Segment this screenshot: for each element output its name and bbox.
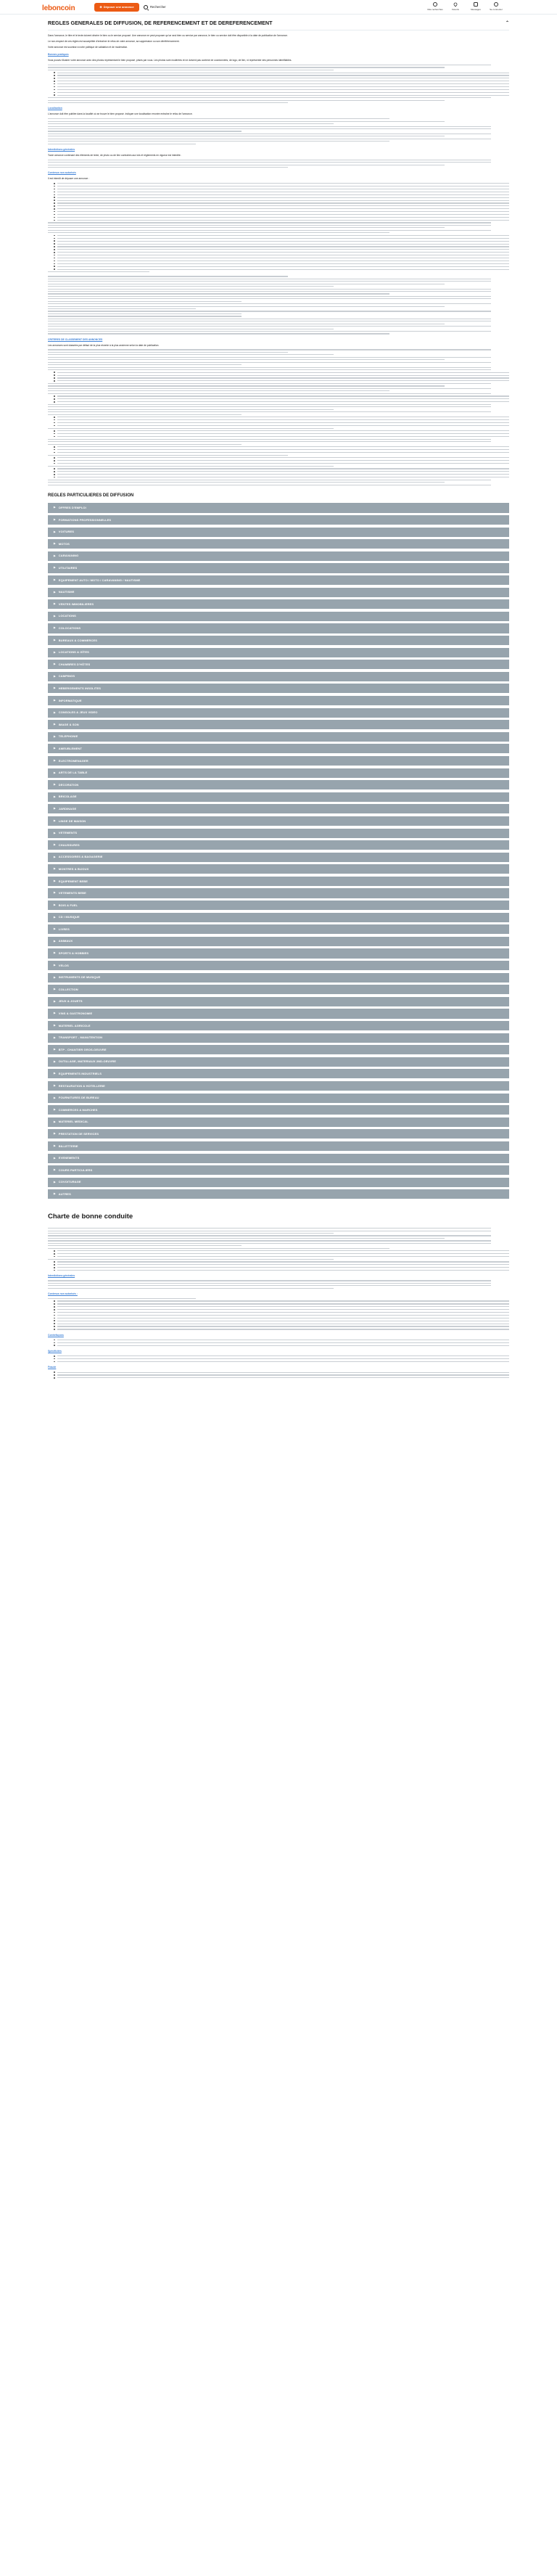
chevron-right-icon: ▶ (54, 951, 56, 955)
accordion-item[interactable] (48, 612, 509, 621)
chevron-right-icon: ▶ (54, 975, 56, 979)
text-block (48, 160, 509, 168)
accordion-item-label: EQUIPEMENTS INDUSTRIELS (58, 1072, 102, 1076)
chevron-right-icon: ▶ (54, 867, 56, 871)
chevron-right-icon: ▶ (54, 1012, 56, 1015)
accordion-item[interactable] (48, 1178, 509, 1187)
accordion-item[interactable] (48, 948, 509, 958)
accordion-item[interactable] (48, 1069, 509, 1078)
charte-heading-counterfeit: Contrefaçons (48, 1333, 64, 1337)
accordion-item-label: EVENEMENTS (58, 1156, 80, 1160)
accordion-item-label: MATERIEL AGRICOLE (58, 1023, 91, 1027)
chevron-right-icon: ▶ (54, 1035, 56, 1039)
main-content (48, 20, 509, 1382)
plus-icon: ⊕ (99, 5, 102, 9)
accordion-item[interactable] (48, 684, 509, 693)
accordion-item-label: LOCATIONS (58, 614, 76, 618)
accordion-item-label: DECORATION (58, 782, 79, 787)
section-text: Vous pouvez illustrer votre annonce avec des photos représentant le bien proposé, prises par vous. Les photos sont modérées et ne doivent pas contenir de coordonnées, de logo, de lien, ni représenter des personnes identifiables. (48, 59, 292, 62)
accordion-item-label: OFFRES D'EMPLOI (58, 506, 86, 510)
text-block (48, 349, 509, 485)
chevron-right-icon: ▶ (54, 1192, 56, 1196)
section-heading-general: Interdictions générales (48, 147, 75, 151)
section-heading-localisation: Localisation (48, 107, 62, 110)
chevron-right-icon: ▶ (54, 542, 56, 546)
accordion-item-label: UTILITAIRES (58, 566, 78, 570)
chevron-right-icon: ▶ (54, 663, 56, 666)
accordion-item-label: BOIS & FUEL (58, 903, 78, 907)
nav-label: Se connecter (490, 8, 503, 11)
deposit-ad-label: Déposer une annonce (103, 5, 134, 9)
accordion-item[interactable] (48, 888, 509, 898)
accordion-item-label: ELECTROMENAGER (58, 758, 88, 763)
accordion-item[interactable] (48, 1057, 509, 1067)
charte-heading-fraud: Fraude (48, 1366, 57, 1369)
accordion-item[interactable] (48, 1117, 509, 1127)
accordion-item-label: MATERIEL MEDICAL (58, 1120, 88, 1124)
accordion-item[interactable] (48, 768, 509, 778)
accordion-item-label: CHAMBRES D'HÔTES (58, 662, 91, 666)
nav-label: Favoris (452, 8, 459, 11)
accordion-item-label: COLLECTION (58, 987, 78, 991)
chevron-right-icon: ▶ (54, 915, 56, 919)
chevron-right-icon: ▶ (54, 1024, 56, 1027)
accordion-item[interactable] (48, 924, 509, 934)
accordion-item[interactable] (48, 792, 509, 802)
chevron-right-icon: ▶ (54, 686, 56, 690)
chevron-right-icon: ▶ (54, 626, 56, 630)
chevron-right-icon: ▶ (54, 879, 56, 882)
accordion-item[interactable] (48, 829, 509, 838)
text-block (48, 65, 509, 103)
accordion-item-label: EQUIPEMENT AUTO / MOTO / CARAVANING / NAUTISME (58, 578, 141, 582)
chevron-right-icon: ▶ (54, 1096, 56, 1099)
accordion-item-label: VENTES IMMOBILIERES (58, 602, 94, 606)
chevron-right-icon: ▶ (54, 578, 56, 582)
top-header (0, 0, 557, 15)
text-block (48, 183, 509, 272)
accordion-item[interactable] (48, 732, 509, 742)
accordion-item[interactable] (48, 575, 509, 585)
accordion-item[interactable] (48, 1033, 509, 1043)
accordion-item[interactable] (48, 1105, 509, 1115)
accordion-item[interactable] (48, 708, 509, 718)
accordion-item[interactable] (48, 648, 509, 657)
chevron-right-icon: ▶ (54, 554, 56, 557)
chevron-right-icon: ▶ (54, 819, 56, 822)
accordion-item[interactable] (48, 623, 509, 633)
text-block (48, 1280, 509, 1288)
accordion-item[interactable] (48, 840, 509, 850)
accordion-item[interactable] (48, 660, 509, 669)
chevron-right-icon: ▶ (54, 891, 56, 895)
chevron-right-icon: ▶ (54, 698, 56, 702)
nav-label: Messages (471, 8, 481, 11)
accordion-item-label: VINS & GASTRONOMIE (58, 1012, 93, 1016)
accordion-item-label: BUREAUX & COMMERCES (58, 638, 98, 642)
accordion-item[interactable] (48, 515, 509, 525)
chevron-right-icon: ▶ (54, 1168, 56, 1172)
charte-heading-content: Contenus non autorisés : (48, 1292, 78, 1295)
accordion-item[interactable] (48, 973, 509, 983)
accordion-item[interactable] (48, 1081, 509, 1091)
accordion-item-label: BILLETTERIE (58, 1144, 78, 1148)
accordion-item[interactable] (48, 961, 509, 970)
chevron-right-icon: ▶ (54, 530, 56, 533)
accordion-item[interactable] (48, 997, 509, 1006)
search-icon (144, 5, 148, 9)
accordion-item[interactable] (48, 780, 509, 789)
accordion-item-label: EQUIPEMENT BEBE (58, 879, 88, 883)
accordion-item-label: INSTRUMENTS DE MUSIQUE (58, 975, 101, 980)
category-accordion (48, 503, 509, 1199)
accordion-item[interactable] (48, 720, 509, 729)
search-label: Rechercher (150, 4, 166, 9)
intro-paragraph: Dans l'annonce, le titre et le texte doivent décrire le bien ou le service proposé. Une annonce ne peut proposer qu'un seul bien ou service par annonce, le bien ou service doit être disponible à la date de publication de l'annonce. (48, 34, 288, 38)
accordion-item-label: CD / MUSIQUE (58, 915, 80, 919)
text-block (48, 276, 509, 334)
accordion-item-label: HEBERGEMENTS INSOLITES (58, 686, 102, 691)
chevron-up-icon[interactable]: ⌃ (505, 20, 509, 25)
accordion-item[interactable] (48, 901, 509, 910)
accordion-item[interactable] (48, 696, 509, 705)
accordion-item-label: LIVRES (58, 927, 70, 931)
chevron-right-icon: ▶ (54, 1108, 56, 1112)
chevron-right-icon: ▶ (54, 999, 56, 1003)
nav-label: Mes recherches (427, 8, 443, 11)
chevron-right-icon: ▶ (54, 1144, 56, 1147)
intro-paragraph: Votre annonce est soumise à notre politique de validation et de modération. (48, 46, 128, 49)
section-heading-photos: Bonnes pratiques (48, 53, 69, 57)
charte-heading-general: Interdictions générales (48, 1274, 75, 1278)
accordion-item[interactable] (48, 816, 509, 826)
nav-favorites[interactable] (445, 2, 466, 11)
text-block (48, 1371, 509, 1378)
accordion-item-label: ANIMAUX (58, 939, 73, 943)
accordion-item-label: VETEMENTS BEBE (58, 891, 86, 895)
chevron-right-icon: ▶ (54, 939, 56, 943)
accordion-item[interactable] (48, 877, 509, 886)
accordion-item-label: MONTRES & BIJOUX (58, 866, 89, 871)
accordion-item-label: COURS PARTICULIERS (58, 1168, 93, 1172)
chevron-right-icon: ▶ (54, 1156, 56, 1160)
accordion-item[interactable] (48, 985, 509, 994)
chevron-right-icon: ▶ (54, 758, 56, 762)
chevron-right-icon: ▶ (54, 807, 56, 811)
chevron-right-icon: ▶ (54, 614, 56, 618)
heart-icon (453, 2, 458, 7)
leboncoin-logo[interactable]: leboncoin (42, 4, 75, 12)
accordion-item[interactable] (48, 563, 509, 573)
accordion-item[interactable] (48, 551, 509, 561)
chevron-right-icon: ▶ (54, 1180, 56, 1184)
chevron-right-icon: ▶ (54, 1072, 56, 1075)
chevron-right-icon: ▶ (54, 1120, 56, 1123)
accordion-item-label: ARTS DE LA TABLE (58, 771, 88, 775)
nav-messages[interactable] (466, 2, 486, 11)
message-icon (474, 2, 478, 7)
accordion-item[interactable] (48, 804, 509, 813)
accordion-item[interactable] (48, 913, 509, 922)
accordion-item[interactable] (48, 528, 509, 537)
chevron-right-icon: ▶ (54, 734, 56, 738)
accordion-item[interactable] (48, 744, 509, 753)
charte-heading-specific: Spécificités (48, 1350, 62, 1353)
accordion-item-label: LINGE DE MAISON (58, 819, 86, 823)
accordion-item-label: ACCESSOIRES & BAGAGERIE (58, 855, 103, 859)
accordion-item[interactable] (48, 1154, 509, 1163)
chevron-right-icon: ▶ (54, 674, 56, 678)
accordion-item[interactable] (48, 937, 509, 946)
section-text: Les annonces sont classées par défaut de la plus récente à la plus ancienne selon la date de publication. (48, 343, 160, 347)
chevron-right-icon: ▶ (54, 783, 56, 787)
accordion-item-label: TRANSPORT - MANUTENTION (58, 1035, 103, 1040)
chevron-right-icon: ▶ (54, 723, 56, 726)
chevron-right-icon: ▶ (54, 1132, 56, 1136)
accordion-item-label: NAUTISME (58, 590, 75, 594)
diffusion-rules-title: REGLES PARTICULIERES DE DIFFUSION (48, 493, 134, 498)
section-heading-content: Contenus non autorisés (48, 171, 76, 175)
accordion-item-label: MOTOS (58, 541, 70, 546)
accordion-item-label: CARAVANING (58, 554, 79, 558)
section-text: L'annonce doit être publiée dans la localité où se trouve le bien proposé. Indiquer une localisation erronée entraîne le refus de l'annonce. (48, 112, 193, 116)
accordion-item[interactable] (48, 599, 509, 609)
accordion-item[interactable] (48, 672, 509, 681)
chevron-right-icon: ▶ (54, 710, 56, 714)
accordion-item[interactable] (48, 1094, 509, 1103)
accordion-item[interactable] (48, 1189, 509, 1199)
chevron-right-icon: ▶ (54, 771, 56, 774)
accordion-item-label: OUTILLAGE, MATERIAUX 2ND-OEUVRE (58, 1059, 117, 1064)
text-block (48, 118, 509, 144)
accordion-item-label: AUTRES (58, 1191, 71, 1196)
accordion-item-label: JEUX & JOUETS (58, 999, 83, 1004)
chevron-right-icon: ▶ (54, 566, 56, 570)
accordion-item-label: TELEPHONIE (58, 734, 78, 739)
accordion-item[interactable] (48, 864, 509, 874)
accordion-item[interactable] (48, 539, 509, 549)
accordion-item-label: LOCATIONS & GÎTES (58, 650, 89, 655)
accordion-item[interactable] (48, 853, 509, 862)
accordion-item-label: BTP - CHANTIER GROS-OEUVRE (58, 1047, 107, 1051)
chevron-right-icon: ▶ (54, 602, 56, 606)
accordion-item[interactable] (48, 756, 509, 766)
accordion-item[interactable] (48, 1009, 509, 1018)
section-text: Il est interdit de déposer une annonce : (48, 177, 90, 181)
chevron-right-icon: ▶ (54, 831, 56, 834)
page-title: REGLES GENERALES DE DIFFUSION, DE REFERENCEMENT ET DE DEREFERENCEMENT (48, 20, 273, 26)
accordion-item[interactable] (48, 503, 509, 512)
nav-login[interactable] (486, 2, 506, 11)
section-heading-ranking: CRITERES DE CLASSEMENT DES ANNONCES (48, 337, 103, 341)
accordion-item[interactable] (48, 1165, 509, 1175)
accordion-item-label: PRESTATION DE SERVICES (58, 1131, 99, 1136)
page-title-row[interactable] (48, 20, 509, 27)
chevron-right-icon: ▶ (54, 855, 56, 858)
chevron-right-icon: ▶ (54, 843, 56, 847)
search-button[interactable] (144, 4, 166, 11)
chevron-right-icon: ▶ (54, 590, 56, 594)
bell-icon (433, 2, 437, 7)
section-text: Toute annonce contenant des éléments de texte, de photo ou de lien contraires aux lois et règlements en vigueur est interdite. (48, 153, 181, 157)
accordion-item-label: VOITURES (58, 530, 75, 534)
accordion-item[interactable] (48, 588, 509, 597)
accordion-item-label: COLOCATIONS (58, 626, 81, 631)
accordion-item-label: CONSOLES & JEUX VIDEO (58, 710, 98, 715)
accordion-item[interactable] (48, 1045, 509, 1054)
accordion-item[interactable] (48, 1021, 509, 1030)
deposit-ad-button[interactable] (94, 3, 139, 12)
accordion-item-label: IMAGE & SON (58, 722, 79, 726)
accordion-item-label: VELOS (58, 963, 69, 967)
chevron-right-icon: ▶ (54, 506, 56, 509)
accordion-item-label: CAMPINGS (58, 674, 75, 678)
accordion-item-label: CHAUSSURES (58, 842, 80, 847)
accordion-item-label: BRICOLAGE (58, 795, 77, 799)
accordion-item[interactable] (48, 1141, 509, 1151)
charte-title: Charte de bonne conduite (48, 1213, 133, 1221)
chevron-right-icon: ▶ (54, 927, 56, 931)
chevron-right-icon: ▶ (54, 1059, 56, 1063)
accordion-item-label: INFORMATIQUE (58, 698, 82, 702)
accordion-item-label: COVOITURAGE (58, 1180, 81, 1184)
text-block (48, 1298, 509, 1330)
chevron-right-icon: ▶ (54, 1083, 56, 1087)
chevron-right-icon: ▶ (54, 650, 56, 654)
text-block (48, 1228, 509, 1271)
accordion-item-label: SPORTS & HOBBIES (58, 951, 89, 956)
accordion-item-label: RESTAURATION & HOTELLERIE (58, 1083, 105, 1088)
text-block (48, 1340, 509, 1346)
accordion-item[interactable] (48, 1129, 509, 1139)
chevron-right-icon: ▶ (54, 795, 56, 798)
intro-text (48, 34, 509, 49)
accordion-item[interactable] (48, 636, 509, 645)
chevron-right-icon: ▶ (54, 903, 56, 907)
chevron-right-icon: ▶ (54, 988, 56, 991)
chevron-right-icon: ▶ (54, 1048, 56, 1051)
intro-paragraph: Le non-respect de ces règles est susceptible d'entraîner le refus de votre annonce, sa suppression ou son déréférencement. (48, 40, 180, 44)
accordion-item-label: COMMERCES & MARCHES (58, 1107, 98, 1112)
chevron-right-icon: ▶ (54, 518, 56, 522)
accordion-item-label: FORMATIONS PROFESSIONNELLES (58, 517, 112, 522)
text-block (48, 1355, 509, 1362)
chevron-right-icon: ▶ (54, 747, 56, 750)
accordion-item-label: AMEUBLEMENT (58, 746, 83, 750)
accordion-item-label: VETEMENTS (58, 831, 78, 835)
accordion-item-label: FOURNITURES DE BUREAU (58, 1096, 99, 1100)
nav-saved-searches[interactable] (425, 2, 445, 11)
chevron-right-icon: ▶ (54, 964, 56, 967)
user-icon (494, 2, 498, 7)
accordion-item-label: JARDINAGE (58, 806, 77, 811)
chevron-right-icon: ▶ (54, 639, 56, 642)
